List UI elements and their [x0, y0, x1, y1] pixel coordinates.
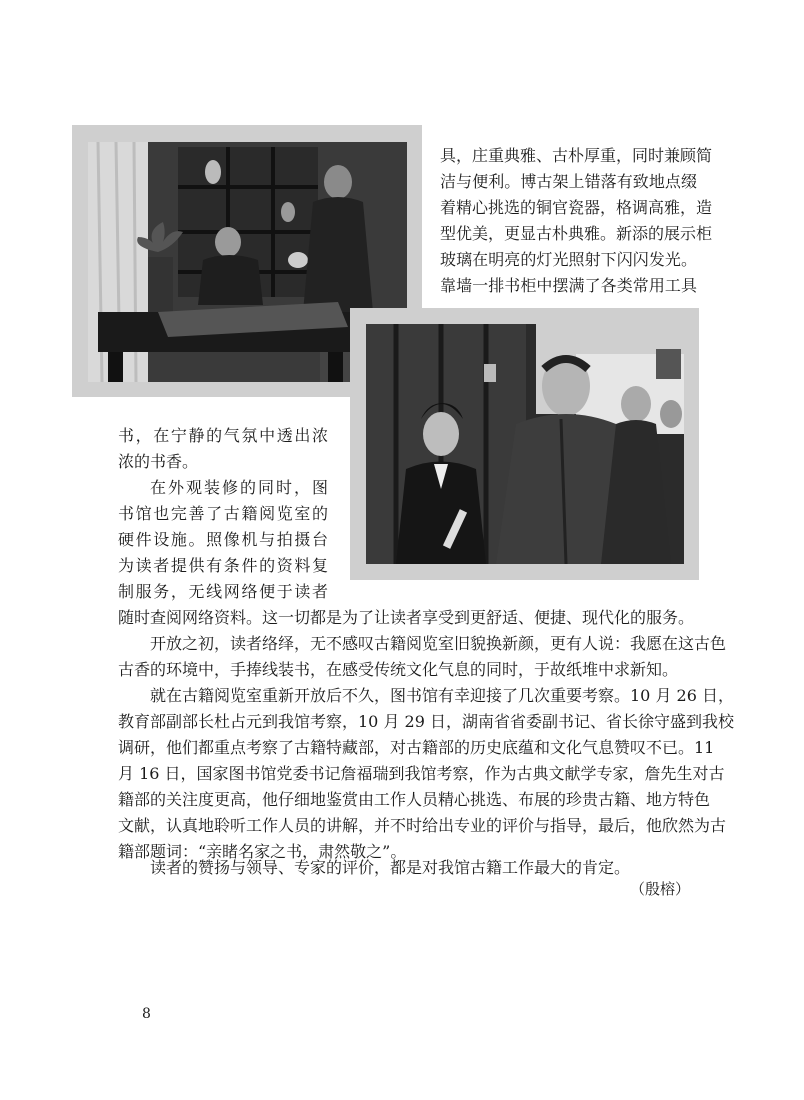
text-line: 月 16 日，国家图书馆党委书记詹福瑞到我馆考察，作为古典文献学专家，詹先生对古	[118, 764, 725, 783]
text-line: 书，在宁静的气氛中透出浓	[118, 426, 328, 445]
text-line: 随时查阅网络资料。这一切都是为了让读者享受到更舒适、便捷、现代化的服务。	[118, 608, 695, 627]
text-line: 硬件设施。照像机与拍摄台	[118, 530, 328, 549]
text-line: 古香的环境中，手捧线装书，在感受传统文化气息的同时，于故纸堆中求新知。	[118, 660, 679, 679]
page-number: 8	[142, 1006, 151, 1022]
text-line: 籍部的关注度更高，他仔细地鉴赏由工作人员精心挑选、布展的珍贵古籍、地方特色	[118, 790, 711, 809]
photo-frame-visit	[350, 308, 699, 580]
paragraph-start: 就在古籍阅览室重新开放后不久，图书馆有幸迎接了几次重要考察。10 月 26 日，	[150, 686, 734, 705]
text-line: 具，庄重典雅、古朴厚重，同时兼顾简	[440, 146, 713, 165]
text-line: 在外观装修的同时，图	[150, 478, 328, 497]
paragraph-start: 读者的赞扬与领导、专家的评价，都是对我馆古籍工作最大的肯定。	[150, 858, 631, 877]
author-signature: （殷榕）	[630, 880, 691, 898]
text-line: 为读者提供有条件的资料复	[118, 556, 328, 575]
text-line: 籍部题词：“亲睹名家之书，肃然敬之”。	[118, 842, 407, 861]
text-line: 靠墙一排书柜中摆满了各类常用工具	[440, 276, 697, 295]
text-line: 教育部副部长杜占元到我馆考察，10 月 29 日，湖南省省委副书记、省长徐守盛到我校	[118, 712, 734, 731]
text-line: 书馆也完善了古籍阅览室的	[118, 504, 328, 523]
text-line: 制服务，无线网络便于读者	[118, 582, 328, 601]
paragraph-start: 开放之初，读者络绎，无不感叹古籍阅览室旧貌换新颜，更有人说：我愿在这古色	[150, 634, 727, 653]
text-line: 玻璃在明亮的灯光照射下闪闪发光。	[440, 250, 697, 269]
text-line: 文献，认真地聆听工作人员的讲解，并不时给出专业的评价与指导，最后，他欣然为古	[118, 816, 727, 835]
text-line: 洁与便利。博古架上错落有致地点缀	[440, 172, 697, 191]
text-line: 型优美，更显古朴典雅。新添的展示柜	[440, 224, 713, 243]
photo-visit-reading-room	[366, 324, 684, 564]
text-line: 着精心挑选的铜官瓷器，格调高雅，造	[440, 198, 713, 217]
text-line: 调研，他们都重点考察了古籍特藏部，对古籍部的历史底蕴和文化气息赞叹不已。11	[118, 738, 715, 757]
text-line: 浓的书香。	[118, 452, 199, 471]
